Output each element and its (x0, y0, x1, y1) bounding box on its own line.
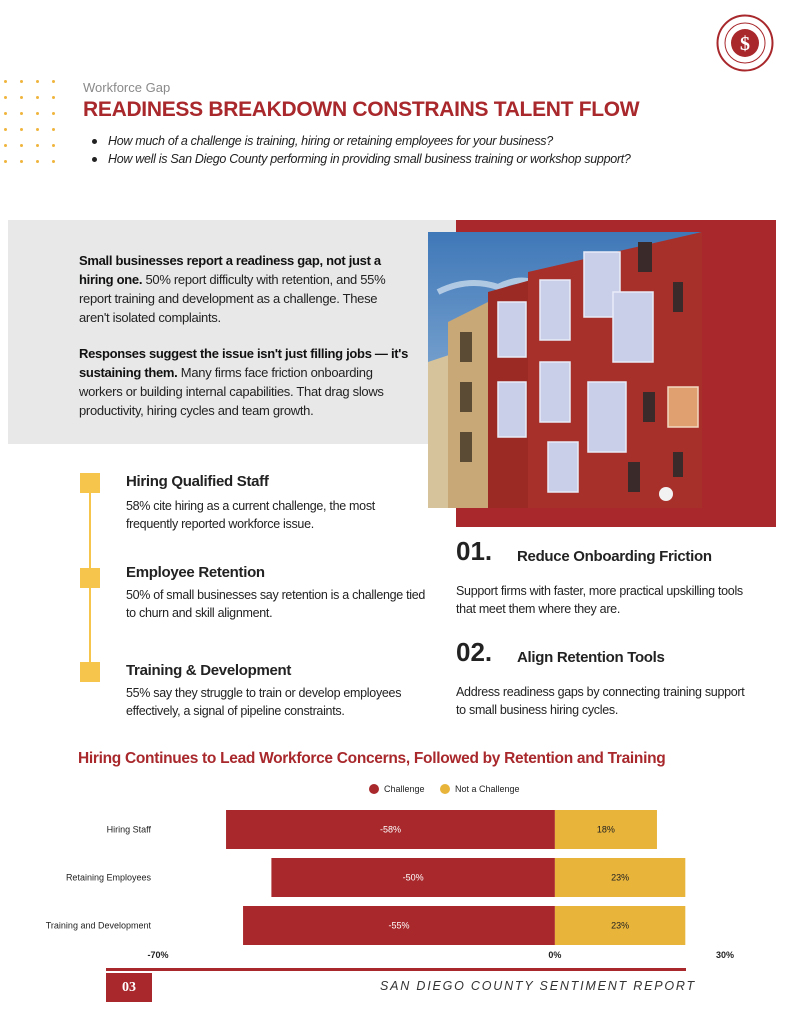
decorative-dot (20, 80, 23, 83)
intro-paragraph-1-lead: Small businesses report a readiness gap, not just a hiring one. (79, 253, 381, 287)
timeline-item-body: 58% cite hiring as a current challenge, the most frequently reported workforce issue. (126, 499, 375, 531)
data-label: -55% (388, 920, 410, 931)
intro-paragraph-2 (79, 344, 409, 420)
timeline-marker (80, 662, 100, 682)
decorative-dot (52, 160, 55, 163)
decorative-dot (52, 80, 55, 83)
apartment-building-photo (428, 232, 702, 508)
decorative-dot (4, 144, 7, 147)
category-label: Training and Development (45, 920, 151, 931)
decorative-dot (52, 96, 55, 99)
recommendation-body: Address readiness gaps by connecting training support to small business hiring cycles. (456, 685, 745, 717)
decorative-dot (36, 144, 39, 147)
decorative-dot (20, 128, 23, 131)
recommendation-title: Reduce Onboarding Friction (517, 548, 712, 565)
data-label: 23% (611, 872, 630, 883)
category-label: Retaining Employees (65, 872, 151, 883)
intro-paragraph-2-lead: Responses suggest the issue isn't just filling jobs — it's sustaining them. (79, 346, 409, 380)
timeline-marker (80, 568, 100, 588)
decorative-dot (52, 144, 55, 147)
question-item: How well is San Diego County performing in providing small business training or workshop support? (92, 150, 631, 168)
decorative-dot (20, 144, 23, 147)
timeline-marker (80, 473, 100, 493)
intro-paragraph-1-body: 50% report difficulty with retention, and 55% report training and development as a challenge. These aren't isolated complaints. (79, 272, 386, 325)
data-label: 23% (611, 920, 630, 931)
legend-label: Challenge (384, 784, 425, 794)
data-label: 18% (596, 824, 615, 835)
timeline-item-body: 50% of small businesses say retention is a challenge tied to churn and skill alignment. (126, 588, 426, 620)
recommendation-body: Support firms with faster, more practical upskilling tools that meet them where they are. (456, 584, 743, 616)
intro-paragraph-2-body: Many firms face friction onboarding workers or building internal capabilities. That drag slows productivity, hiring cycles and team growth. (79, 365, 384, 418)
recommendation-number: 01. (456, 536, 493, 566)
timeline-item-title: Training & Development (126, 662, 292, 679)
recommendation-title: Align Retention Tools (517, 649, 665, 666)
decorative-dot (4, 160, 7, 163)
decorative-dot (36, 128, 39, 131)
legend-item-not-a-challenge (440, 784, 520, 794)
tick-label: 30% (715, 950, 735, 960)
decorative-dot (36, 80, 39, 83)
category-label: Hiring Staff (106, 824, 151, 835)
tick-label: -70% (147, 950, 169, 960)
intro-paragraph-1 (79, 251, 409, 327)
decorative-dot (4, 96, 7, 99)
report-name: SAN DIEGO COUNTY SENTIMENT REPORT (380, 979, 696, 993)
section-kicker: Workforce Gap (83, 80, 171, 95)
question-item: How much of a challenge is training, hiring or retaining employees for your business? (92, 132, 631, 150)
decorative-dot (4, 128, 7, 131)
timeline-item-body: 55% say they struggle to train or develop employees effectively, a signal of pipeline constraints. (126, 686, 402, 718)
decorative-dot (36, 160, 39, 163)
data-label: -50% (402, 872, 424, 883)
svg-text:$: $ (740, 33, 750, 55)
diverging-bar-chart (0, 800, 790, 970)
decorative-dot (36, 112, 39, 115)
timeline-item-title: Employee Retention (126, 564, 265, 581)
footer-rule (106, 968, 686, 971)
decorative-dot (36, 96, 39, 99)
page-title: READINESS BREAKDOWN CONSTRAINS TALENT FLOW (83, 98, 640, 121)
page-number: 03 (106, 973, 152, 1002)
legend-swatch (440, 784, 450, 794)
decorative-dot (4, 80, 7, 83)
decorative-dot (20, 112, 23, 115)
tick-label: 0% (548, 950, 562, 960)
decorative-dot (4, 112, 7, 115)
legend-swatch (369, 784, 379, 794)
decorative-dot (52, 128, 55, 131)
survey-questions (92, 132, 631, 168)
decorative-dot (20, 96, 23, 99)
legend-item-challenge (369, 784, 425, 794)
association-seal-logo (716, 14, 774, 72)
recommendation-number: 02. (456, 637, 493, 667)
timeline-item-title: Hiring Qualified Staff (126, 473, 269, 490)
decorative-dot-grid (4, 80, 64, 170)
decorative-dot (52, 112, 55, 115)
chart-title: Hiring Continues to Lead Workforce Concerns, Followed by Retention and Training (78, 750, 666, 767)
decorative-dot (20, 160, 23, 163)
data-label: -58% (379, 824, 401, 835)
legend-label: Not a Challenge (455, 784, 520, 794)
